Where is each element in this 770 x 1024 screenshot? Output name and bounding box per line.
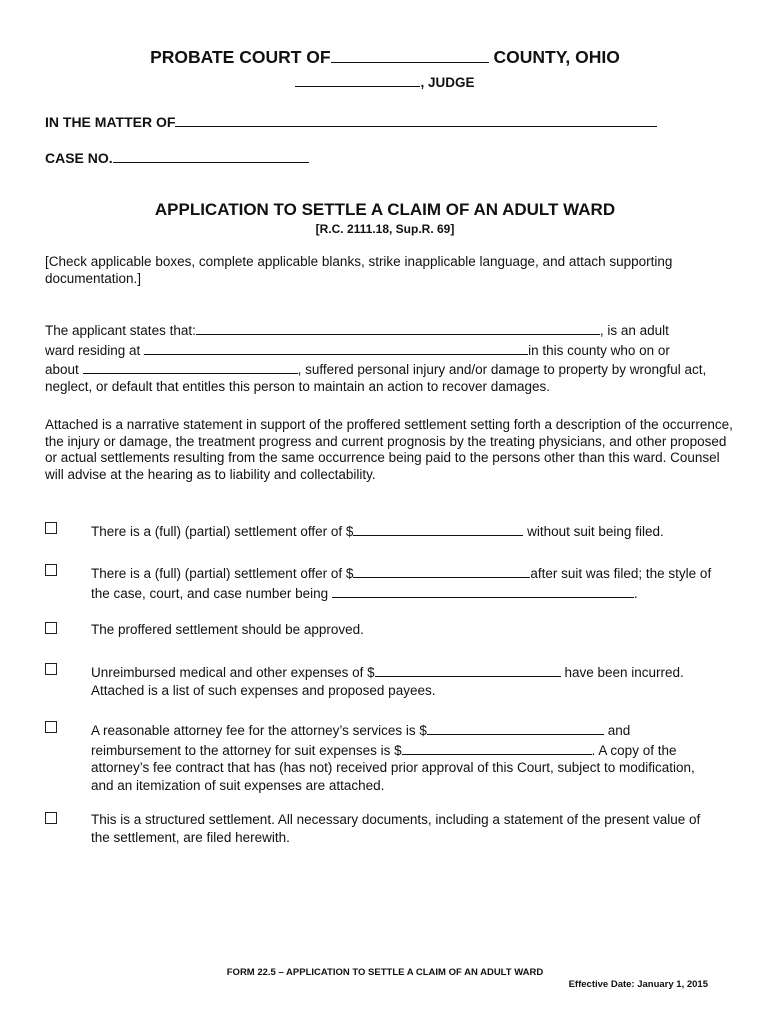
form-title: APPLICATION TO SETTLE A CLAIM OF AN ADULT WARD bbox=[154, 200, 616, 219]
item-attorney-fee bbox=[45, 720, 735, 792]
residence-blank[interactable] bbox=[144, 340, 528, 355]
offer-amount-blank[interactable] bbox=[353, 521, 523, 536]
case-number-line bbox=[45, 148, 309, 166]
suit-expenses-blank[interactable] bbox=[402, 740, 592, 755]
statement-part-1: The applicant states that: bbox=[45, 323, 196, 338]
checkbox-attorney-fee[interactable] bbox=[45, 721, 57, 733]
statute-citation: [R.C. 2111.18, Sup.R. 69] bbox=[315, 222, 455, 236]
item2-text-b: after suit was filed; the style of the case, court, and case number being bbox=[91, 566, 712, 601]
medical-expenses-blank[interactable] bbox=[375, 662, 561, 677]
case-label: CASE NO. bbox=[45, 150, 113, 166]
court-prefix: PROBATE COURT OF bbox=[150, 47, 331, 67]
item1-text-b: without suit being filed. bbox=[527, 524, 664, 539]
checkbox-settlement-without-suit[interactable] bbox=[45, 522, 57, 534]
matter-line bbox=[45, 112, 657, 130]
court-heading bbox=[0, 47, 770, 68]
statement-part-6: , suffered personal injury and/or damage to property by wrongful act, neglect, or default that entitles this person to maintain an action to recover damages. bbox=[45, 362, 707, 394]
checkbox-medical-expenses[interactable] bbox=[45, 663, 57, 675]
footer-form-title: FORM 22.5 – APPLICATION TO SETTLE A CLAIM OF AN ADULT WARD bbox=[226, 967, 544, 978]
case-style-blank[interactable] bbox=[332, 583, 634, 598]
judge-blank[interactable] bbox=[295, 72, 420, 87]
item2-text-c: . bbox=[633, 585, 638, 601]
checkbox-structured-settlement[interactable] bbox=[45, 812, 57, 824]
date-blank[interactable] bbox=[83, 359, 298, 374]
item5-text-c: . A copy of the attorney’s fee contract that has (has not) received prior approval of this Court, subject to modification, and an itemization of suit expenses are attached. bbox=[91, 742, 695, 793]
item-approve-settlement bbox=[45, 621, 735, 641]
item-settlement-without-suit bbox=[45, 521, 735, 541]
item2-text-a: There is a (full) (partial) settlement offer of $ bbox=[91, 566, 354, 581]
item-medical-expenses bbox=[45, 662, 735, 700]
county-blank[interactable] bbox=[331, 47, 489, 63]
item5-text-b: and reimbursement to the attorney for suit expenses is $ bbox=[91, 723, 631, 758]
item6-text: This is a structured settlement. All necessary documents, including a statement of the present value of the settlement, are filed herewith. bbox=[91, 812, 701, 845]
offer-after-suit-blank[interactable] bbox=[353, 563, 530, 578]
effective-date: Effective Date: January 1, 2015 bbox=[568, 979, 708, 990]
judge-line bbox=[0, 72, 770, 90]
item1-text-a: There is a (full) (partial) settlement offer of $ bbox=[91, 524, 354, 539]
instructions: [Check applicable boxes, complete applicable blanks, strike inapplicable language, and attach supporting documentation.] bbox=[45, 254, 673, 286]
matter-label: IN THE MATTER OF bbox=[45, 114, 176, 130]
attached-statement: Attached is a narrative statement in support of the proffered settlement setting forth a description of the occurrence, the injury or damage, the treatment progress and current prognosis by the treating physicians, and other proposed or actual settlements resulting from the same occurrence being paid to the persons other than this ward. Counsel will advise at the hearing as to liability and collectability. bbox=[45, 417, 733, 482]
item3-text: The proffered settlement should be approved. bbox=[91, 622, 364, 637]
item-structured-settlement bbox=[45, 811, 735, 849]
item5-text-a: A reasonable attorney fee for the attorney’s services is $ bbox=[91, 723, 427, 738]
checkbox-approve-settlement[interactable] bbox=[45, 622, 57, 634]
statement-part-3: ward residing at bbox=[45, 342, 141, 358]
item4-text-a: Unreimbursed medical and other expenses of $ bbox=[91, 665, 375, 680]
statement-part-4: in this county who on or bbox=[528, 342, 670, 358]
item-settlement-after-suit bbox=[45, 563, 735, 601]
matter-blank[interactable] bbox=[175, 112, 657, 127]
statement-part-5: about bbox=[45, 362, 79, 377]
applicant-statement bbox=[45, 320, 735, 395]
checkbox-settlement-after-suit[interactable] bbox=[45, 564, 57, 576]
court-suffix: COUNTY, OHIO bbox=[493, 47, 620, 67]
attorney-fee-blank[interactable] bbox=[427, 720, 604, 735]
statement-part-2: , is an adult bbox=[599, 323, 669, 338]
item4-text-b: have been incurred. Attached is a list of such expenses and proposed payees. bbox=[91, 665, 684, 698]
ward-name-blank[interactable] bbox=[196, 320, 600, 335]
case-number-blank[interactable] bbox=[113, 148, 309, 163]
judge-suffix: , JUDGE bbox=[420, 75, 475, 90]
